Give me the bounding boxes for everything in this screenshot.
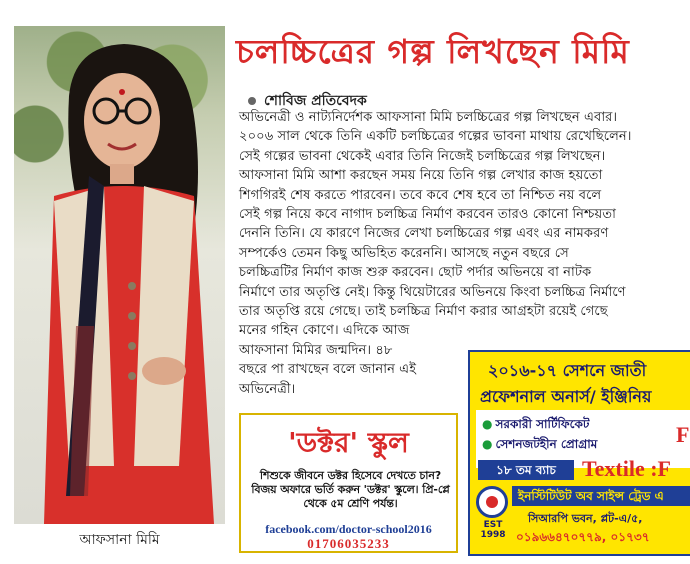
institute-ad-est: EST 1998 — [480, 520, 506, 540]
green-bullet-icon: ● — [482, 417, 493, 431]
institute-ad-bullet — [482, 436, 597, 456]
portrait-illustration — [14, 26, 225, 524]
institute-ad — [468, 350, 690, 556]
institute-logo-icon — [476, 486, 508, 518]
article-line: অভিনেত্রী ও নাট্যনির্দেশক আফসানা মিমি চলচ্চিত্রের গল্প লিখছেন এবার। — [239, 110, 618, 125]
article-line: নির্মাণে তার অতৃপ্তি নেই। কিন্তু থিয়েটারের অভিনয়ে কিংবা চলচ্চিত্র নির্মাণে — [239, 284, 626, 300]
article-line: দেননি তিনি। যে কারণে নিজের লেখা চলচ্চিত্রের গল্প এবং এর নামকরণ — [239, 226, 609, 242]
doctor-school-facebook-link: facebook.com/doctor-school2016 — [265, 522, 432, 536]
institute-ad-name: ইনস্টিটিউট অব সাইন্স ট্রেড এ — [512, 486, 690, 506]
article-line: সেই গল্প নিয়ে কবে নাগাদ চলচ্চিত্র নির্মাণ করবেন তারও কোনো নিশ্চয়তা — [239, 207, 616, 223]
article-photo — [14, 26, 225, 524]
article-line: বছরে পা রাখছেন বলে জানান এই — [239, 362, 417, 378]
institute-ad-textile: Textile :F — [582, 456, 671, 481]
institute-ad-headline-1: ২০১৬-১৭ সেশনে জাতী — [488, 361, 647, 380]
article-line: ২০০৬ সাল থেকে তিনি একটি চলচ্চিত্রের গল্পের ভাবনা মাথায় রেখেছিলেন। — [239, 129, 632, 145]
institute-ad-batch-badge: ১৮ তম ব্যাচ — [478, 460, 574, 480]
institute-ad-partial-letter: F — [676, 422, 690, 447]
article-line: মনের গহিন কোণে। এদিকে আজ — [239, 323, 410, 339]
byline-text: শোবিজ প্রতিবেদক — [264, 93, 367, 109]
article-line: তার অতৃপ্তি রয়ে গেছে। তাই চলচ্চিত্র নির্মাণ করার আগ্রহটা রয়েই গেছে — [239, 304, 608, 320]
article-line: শিগগিরই শেষ করতে পারবেন। তবে কবে শেষ হবে তা নিশ্চিত নয় বলে — [239, 187, 602, 203]
photo-caption: আফসানা মিমি — [79, 532, 160, 548]
institute-ad-bullet-text: সেশনজটহীন প্রোগ্রাম — [495, 437, 598, 451]
institute-ad-phones: ০১৯৬৬৪৭০৭৭৯, ০১৭৩৭ — [516, 530, 650, 544]
bullet-dot-icon — [248, 97, 256, 105]
article-line: আফসানা মিমি আশা করছেন সময় নিয়ে তিনি গল্প লেখার কাজ হয়তো — [239, 168, 603, 184]
doctor-school-phone: 01706035233 — [307, 536, 390, 551]
doctor-school-ad-title: 'ডক্টর' স্কুল — [288, 426, 409, 459]
institute-ad-headline-2: প্রফেশনাল অনার্স/ ইঞ্জিনিয় — [480, 387, 652, 406]
institute-ad-bullet-text: সরকারী সার্টিফিকেট — [495, 417, 590, 431]
institute-ad-address: সিআরপি ভবন, প্লট-এ/৫, — [528, 512, 643, 525]
article-headline: চলচ্চিত্রের গল্প লিখছেন মিমি — [236, 32, 630, 71]
article-line: সম্পর্কেও তেমন কিছু অভিহিত করেননি। আসছে নতুন বছরে সে — [239, 245, 569, 261]
institute-ad-bullet — [482, 416, 589, 436]
article-line: সেই গল্পের ভাবনা থেকেই এবার তিনি নিজেই চলচ্চিত্রের গল্প লিখছেন। — [239, 148, 606, 164]
doctor-school-ad — [239, 413, 458, 553]
article-line: অভিনেত্রী। — [239, 381, 296, 397]
green-bullet-icon: ● — [482, 437, 493, 451]
article-line: চলচ্চিত্রটির নির্মাণ কাজ শুরু করবেন। ছোট পর্দার অভিনয়ে বা নাটক — [239, 265, 592, 281]
doctor-school-ad-body: শিশুকে জীবনে ডক্টর হিসেবে দেখতে চান? বিজয় অফারে ভর্তি করুন 'ডক্টর' স্কুলে। প্রি-প্লে থেকে ৫ম শ্রেণি পর্যন্ত। — [251, 469, 450, 510]
article-line: আফসানা মিমির জন্মদিন। ৪৮ — [239, 342, 393, 358]
